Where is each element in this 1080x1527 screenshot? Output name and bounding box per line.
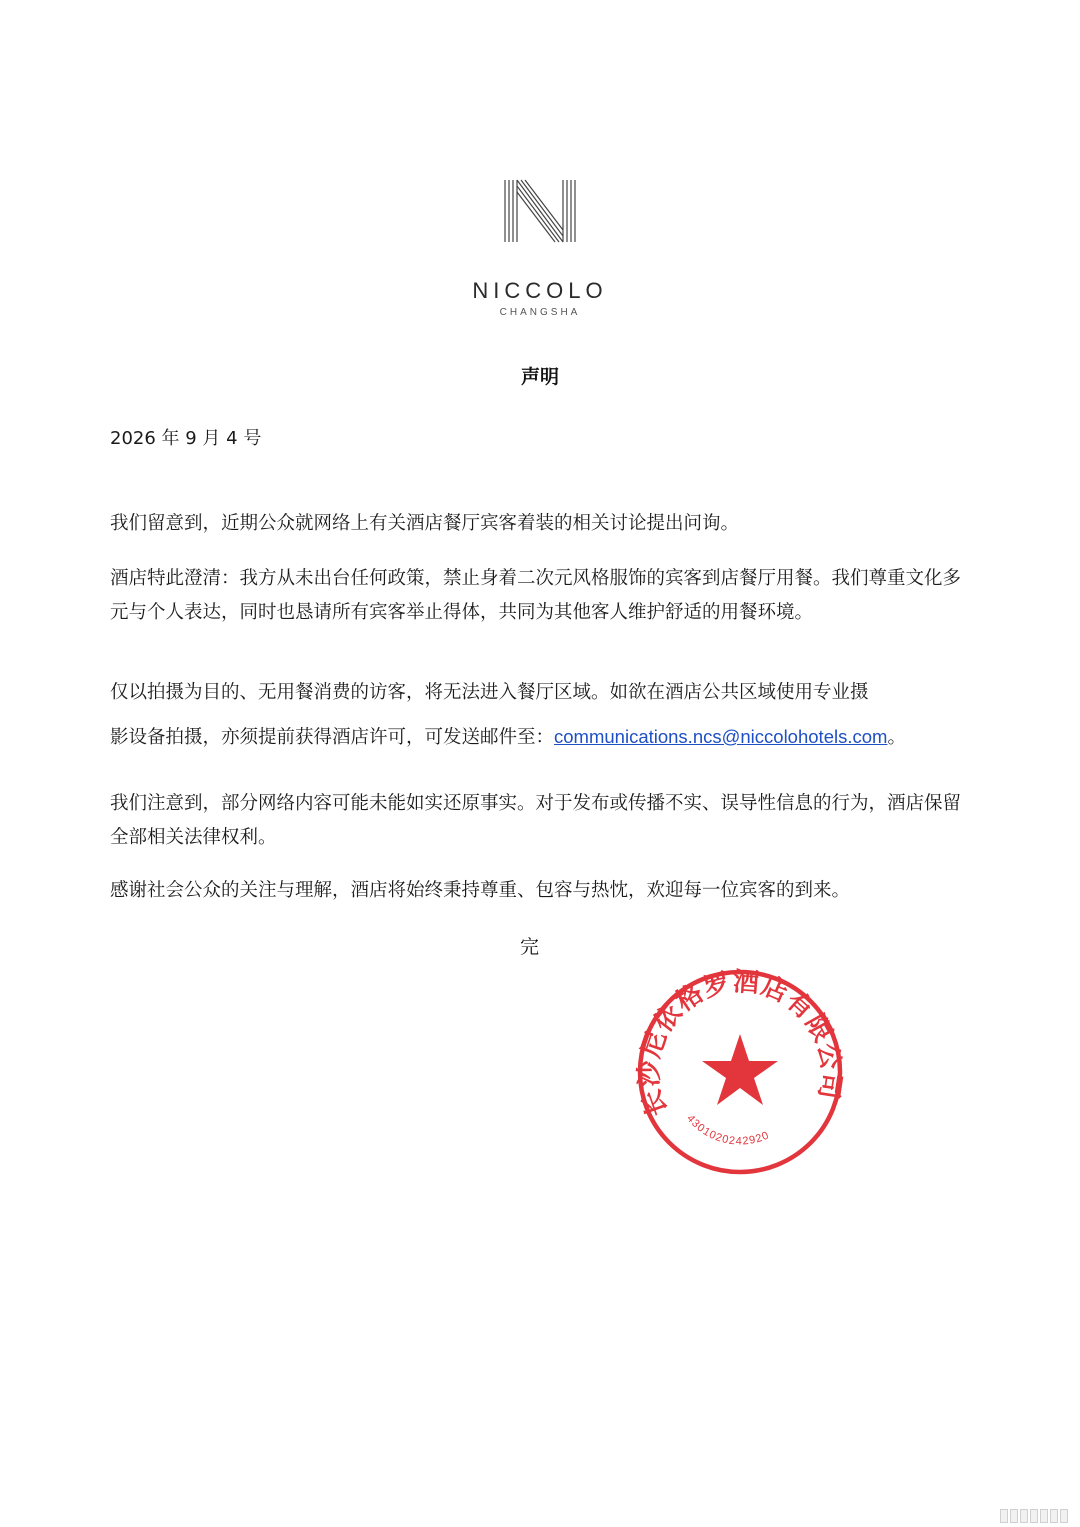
paragraph-clarification: 酒店特此澄清：我方从未出台任何政策，禁止身着二次元风格服饰的宾客到店餐厅用餐。我们尊重文化多元与个人表达，同时也恳请所有宾客举止得体，共同为其他客人维护舒适的用餐环境。 <box>110 568 962 623</box>
svg-text:4301020242920: 4301020242920 <box>684 1112 772 1148</box>
paragraph-photography-line1: 仅以拍摄为目的、无用餐消费的访客，将无法进入餐厅区域。如欲在酒店公共区域使用专业摄 <box>110 682 869 703</box>
document-title: 声明 <box>520 366 559 388</box>
page-scroll-indicator <box>1000 1508 1070 1516</box>
paragraph-thanks: 感谢社会公众的关注与理解，酒店将始终秉持尊重、包容与热忱，欢迎每一位宾客的到来。 <box>110 880 851 901</box>
svg-text:长沙尼依格罗酒店有限公司: 长沙尼依格罗酒店有限公司 <box>634 967 846 1121</box>
photography-text: 影设备拍摄，亦须提前获得酒店许可，可发送邮件至： <box>110 727 555 748</box>
paragraph-legal-rights: 我们注意到，部分网络内容可能未能如实还原事实。对于发布或传播不实、误导性信息的行为，酒店保留全部相关法律权利。 <box>110 793 962 848</box>
end-mark: 完 <box>520 936 540 958</box>
email-link[interactable]: communications.ncs@niccolohotels.com <box>554 726 888 747</box>
brand-name: NICCOLO <box>472 278 608 303</box>
brand-location: CHANGSHA <box>499 307 581 318</box>
paragraph-photography-line2 <box>110 720 970 755</box>
company-seal <box>630 962 850 1182</box>
company-seal-stamp-icon <box>630 962 850 1182</box>
document-date: 2026 年 9 月 4 号 <box>110 428 262 449</box>
photography-period: 。 <box>887 727 906 748</box>
paragraph-inquiry: 我们留意到，近期公众就网络上有关酒店餐厅宾客着装的相关讨论提出问询。 <box>110 513 740 534</box>
niccolo-n-logo-icon <box>497 178 583 244</box>
hotel-logo <box>440 178 640 328</box>
